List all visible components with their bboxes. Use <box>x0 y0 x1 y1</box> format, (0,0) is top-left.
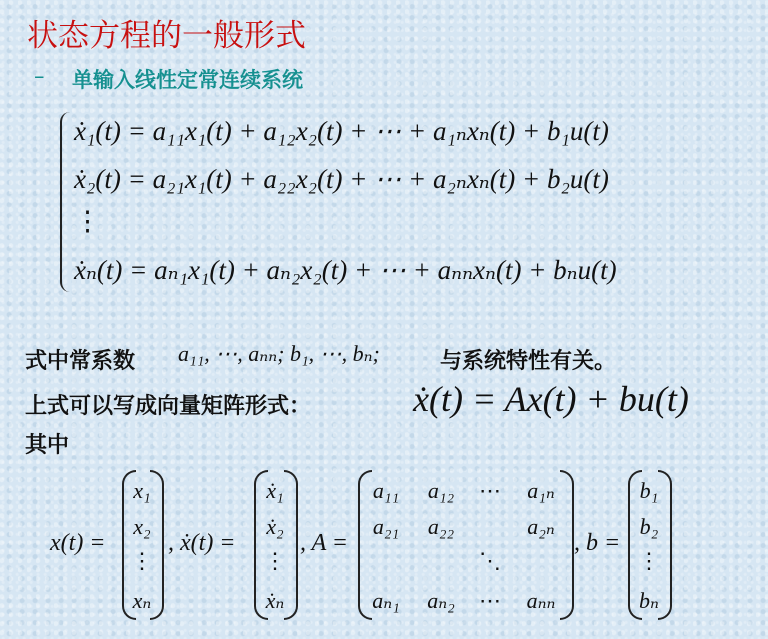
xdot-vector-cell: ⋮ <box>264 548 286 573</box>
a-matrix-cell: ⋯ <box>479 478 501 503</box>
xdot-vector-label: , ẋ(t) = <box>168 530 236 556</box>
xdot-vector-cell: ẋₙ <box>265 588 285 613</box>
b-vector-cell: ⋮ <box>638 548 660 573</box>
a-matrix-cell: a₂₂ <box>427 514 455 539</box>
a-right-paren <box>560 470 574 620</box>
coef-math: a₁₁, ⋯, aₙₙ; b₁, ⋯, bₙ; <box>178 341 380 366</box>
a-matrix-cell: a₁₂ <box>427 478 455 503</box>
subtitle: 单输入线性定常连续系统 <box>72 68 303 92</box>
a-matrix-cell: ⋯ <box>479 588 501 613</box>
equation-2: ẋ₂(t) = a₂₁x₁(t) + a₂₂x₂(t) + ⋯ + a₂ₙxₙ(t) + b₂u(t) <box>74 164 609 194</box>
x-vector-cell: ⋮ <box>131 548 153 573</box>
coef-prefix: 式中常系数 <box>25 349 136 374</box>
a-matrix-cell: a₂₁ <box>372 514 400 539</box>
where-label: 其中 <box>25 433 70 458</box>
a-matrix-label: , A = <box>300 530 348 556</box>
x-vector-cell: xₙ <box>132 588 152 613</box>
matrix-form-equation: ẋ(t) = Ax(t) + bu(t) <box>413 379 689 419</box>
coef-suffix: 与系统特性有关。 <box>440 349 617 374</box>
a-matrix-cell: a₂ₙ <box>527 514 555 539</box>
b-vector-label: , b = <box>574 530 621 556</box>
equation-vdots: ⋮ <box>74 206 101 236</box>
matrix-form-label: 上式可以写成向量矩阵形式： <box>25 394 312 419</box>
x-vector-cell: x₁ <box>133 478 151 503</box>
a-matrix-cell: aₙ₁ <box>372 588 400 613</box>
b-vector-cell: bₙ <box>639 588 659 613</box>
a-matrix-cell: aₙ₂ <box>427 588 455 613</box>
b-vector-cell: b₂ <box>639 514 659 539</box>
xdot-vector-cell: ẋ₁ <box>266 478 284 503</box>
b-vector-cell: b₁ <box>639 478 659 503</box>
a-matrix-cell: a₁ₙ <box>527 478 555 503</box>
page-title: 状态方程的一般形式 <box>27 18 306 54</box>
x-vector-label: x(t) = <box>50 530 106 556</box>
a-matrix-cell: ⋱ <box>479 548 501 573</box>
a-matrix-cell: a₁₁ <box>372 478 400 503</box>
x-vector-cell: x₂ <box>133 514 151 539</box>
a-matrix-cell: aₙₙ <box>526 588 556 613</box>
xdot-vector-cell: ẋ₂ <box>266 514 284 539</box>
bullet-dash: – <box>34 64 45 88</box>
equation-1: ẋ₁(t) = a₁₁x₁(t) + a₁₂x₂(t) + ⋯ + a₁ₙxₙ(t) + b₁u(t) <box>74 116 609 146</box>
equation-n: ẋₙ(t) = aₙ₁x₁(t) + aₙ₂x₂(t) + ⋯ + aₙₙxₙ(t) + bₙu(t) <box>74 255 617 285</box>
